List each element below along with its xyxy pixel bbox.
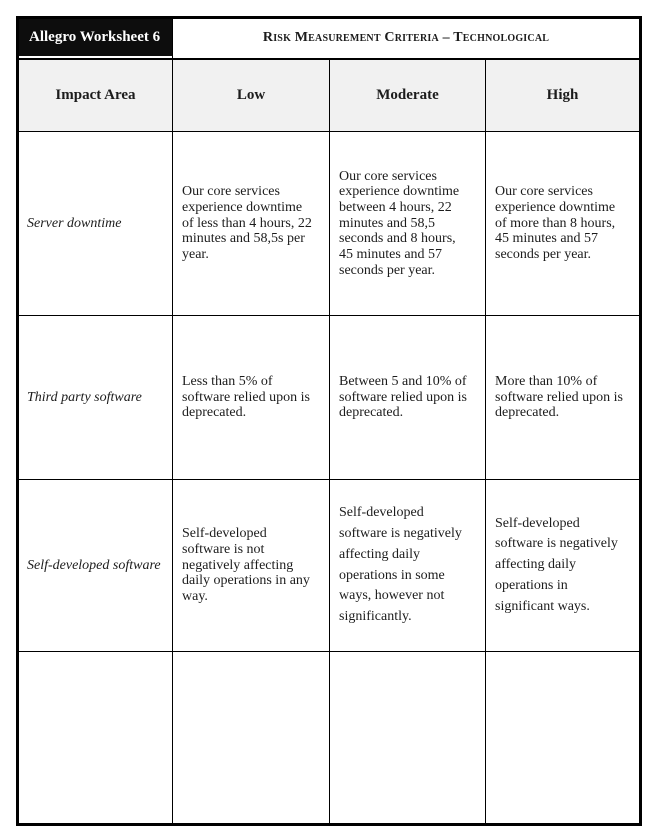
- impact-area-label: [18, 652, 173, 825]
- criteria-high: Our core services experience downtime of more than 8 hours, 45 minutes and 57 seconds per year.: [486, 132, 641, 316]
- criteria-moderate: Self-developed software is negatively affecting daily operations in some ways, however not significantly.: [330, 480, 486, 652]
- impact-area-label: Third party software: [18, 316, 173, 480]
- table-row-third-party-software: [18, 316, 641, 480]
- header-high: High: [486, 59, 641, 132]
- table-row-server-downtime: [18, 132, 641, 316]
- table-row-self-developed-software: [18, 480, 641, 652]
- header-low: Low: [173, 59, 330, 132]
- header-moderate: Moderate: [330, 59, 486, 132]
- criteria-moderate: Our core services experience downtime between 4 hours, 22 minutes and 58,5 seconds and 8 hours, 45 minutes and 57 seconds per year.: [330, 132, 486, 316]
- criteria-low: Less than 5% of software relied upon is deprecated.: [173, 316, 330, 480]
- worksheet-badge: Allegro Worksheet 6: [19, 19, 172, 56]
- worksheet-badge-cell: [18, 18, 173, 59]
- criteria-high: [486, 652, 641, 825]
- criteria-low: Our core services experience downtime of less than 4 hours, 22 minutes and 58,5s per year.: [173, 132, 330, 316]
- risk-criteria-table: [16, 16, 642, 826]
- header-impact-area: Impact Area: [18, 59, 173, 132]
- criteria-high: More than 10% of software relied upon is deprecated.: [486, 316, 641, 480]
- criteria-moderate: Between 5 and 10% of software relied upon is deprecated.: [330, 316, 486, 480]
- impact-area-label: Server downtime: [18, 132, 173, 316]
- criteria-low: Self-developed software is not negatively affecting daily operations in any way.: [173, 480, 330, 652]
- criteria-high: Self-developed software is negatively affecting daily operations in significant ways.: [486, 480, 641, 652]
- impact-area-label: Self-developed software: [18, 480, 173, 652]
- column-header-row: [18, 59, 641, 132]
- criteria-moderate: [330, 652, 486, 825]
- criteria-low: [173, 652, 330, 825]
- page-title: Risk Measurement Criteria – Technological: [173, 18, 641, 59]
- table-row-empty: [18, 652, 641, 825]
- title-row: [18, 18, 641, 59]
